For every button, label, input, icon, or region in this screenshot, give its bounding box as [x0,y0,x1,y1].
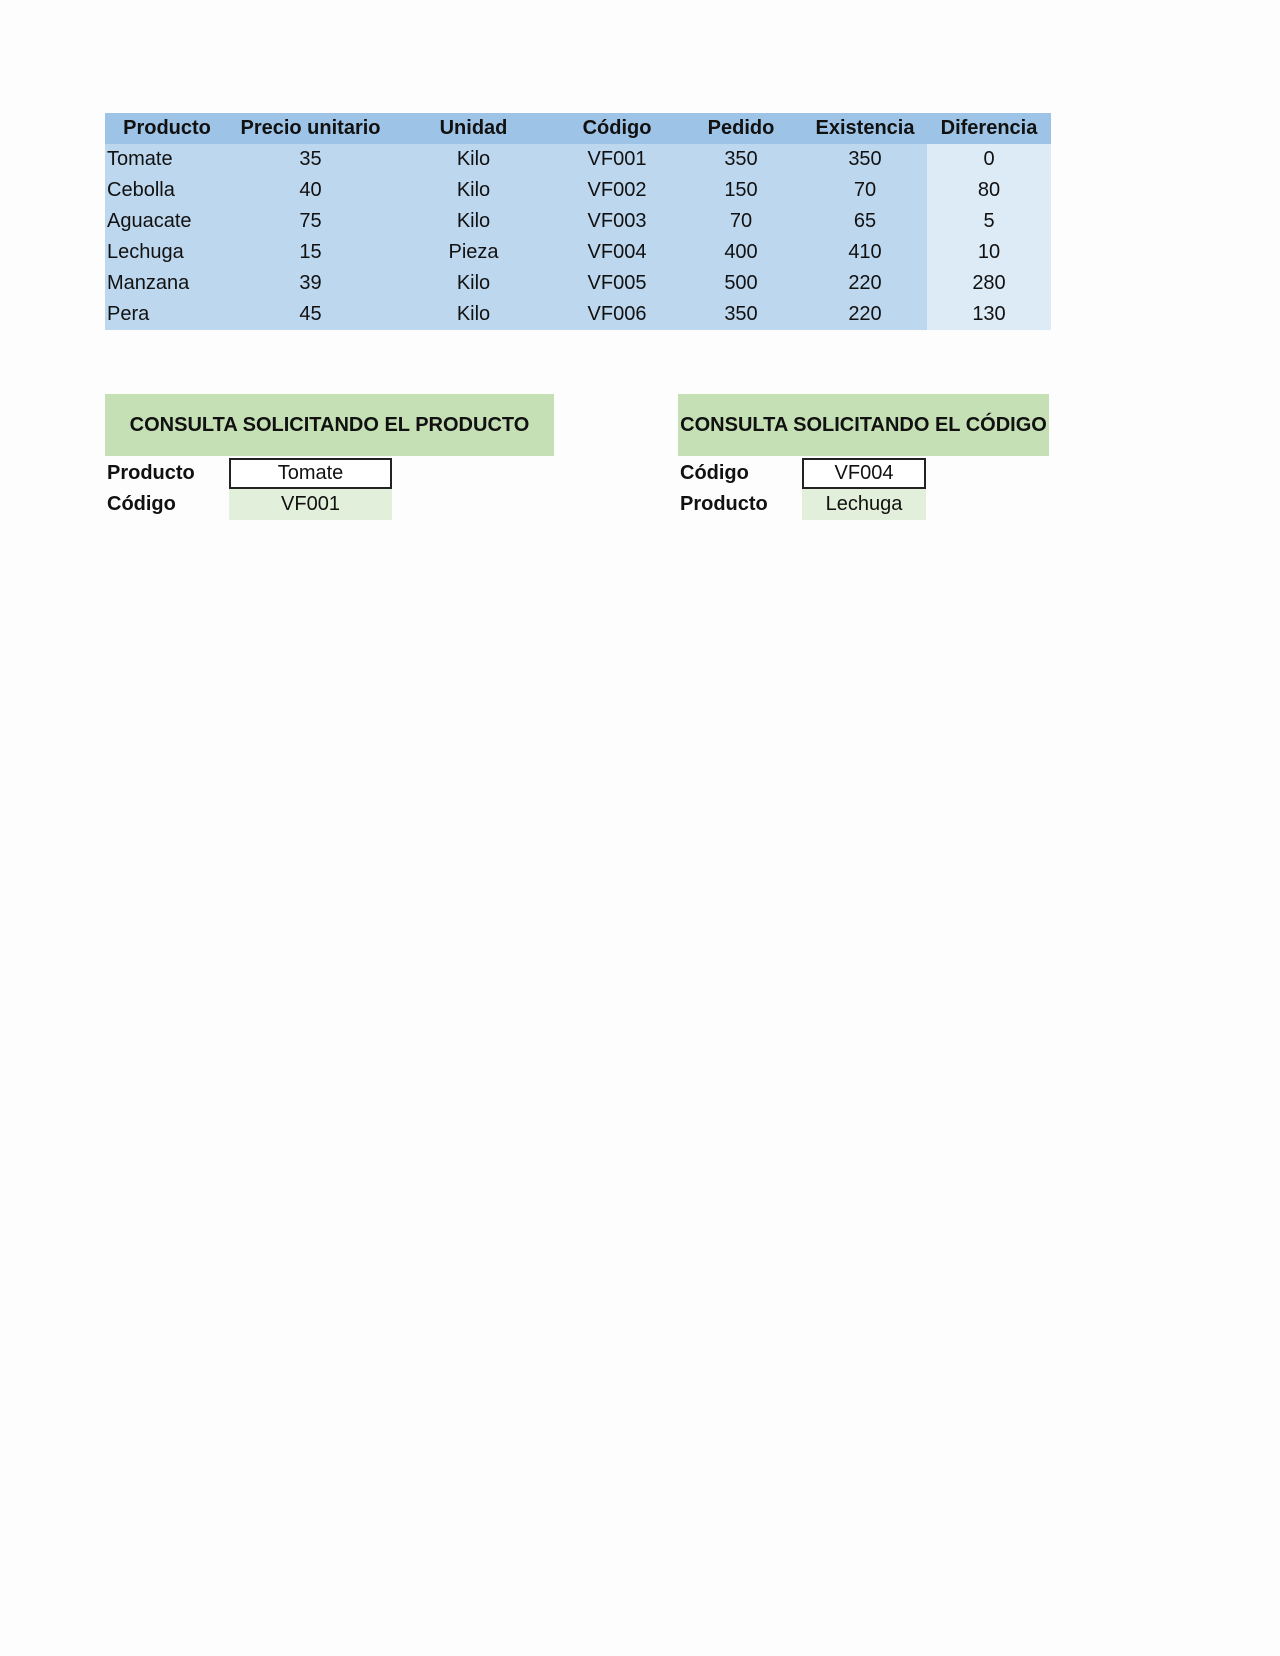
lookup-product-input[interactable]: Tomate [229,458,392,489]
table-row [105,206,1051,237]
cell-diferencia[interactable]: 5 [927,206,1051,237]
lookup-by-code-input-row [678,458,1049,489]
cell-pedido[interactable]: 350 [679,299,803,330]
cell-unidad[interactable]: Kilo [392,299,555,330]
cell-codigo[interactable]: VF003 [555,206,679,237]
header-diferencia[interactable]: Diferencia [927,113,1051,144]
lookup-code-result-label: Código [107,493,176,515]
lookup-by-code-panel [678,394,1049,520]
table-row [105,144,1051,175]
cell-producto[interactable]: Pera [105,299,229,330]
cell-existencia[interactable]: 70 [803,175,927,206]
table-row [105,175,1051,206]
table-row [105,299,1051,330]
table-row [105,268,1051,299]
cell-codigo[interactable]: VF004 [555,237,679,268]
cell-precio[interactable]: 40 [229,175,392,206]
cell-existencia[interactable]: 410 [803,237,927,268]
cell-precio[interactable]: 75 [229,206,392,237]
cell-pedido[interactable]: 400 [679,237,803,268]
lookup-by-code-result-row [678,489,1049,520]
cell-unidad[interactable]: Kilo [392,268,555,299]
header-precio-unitario[interactable]: Precio unitario [229,113,392,144]
lookup-by-product-result-row [105,489,554,520]
cell-existencia[interactable]: 220 [803,268,927,299]
header-unidad[interactable]: Unidad [392,113,555,144]
table-header-row [105,113,1051,144]
cell-codigo[interactable]: VF005 [555,268,679,299]
cell-codigo[interactable]: VF001 [555,144,679,175]
cell-existencia[interactable]: 65 [803,206,927,237]
cell-precio[interactable]: 15 [229,237,392,268]
lookup-by-product-title: CONSULTA SOLICITANDO EL PRODUCTO [105,394,554,456]
cell-existencia[interactable]: 350 [803,144,927,175]
lookup-by-product-input-row [105,458,554,489]
lookup-code-input[interactable]: VF004 [802,458,926,489]
cell-codigo[interactable]: VF006 [555,299,679,330]
lookup-code-label: Código [680,462,749,484]
lookup-product-result-value[interactable]: Lechuga [802,489,926,520]
lookup-by-product-panel [105,394,554,520]
lookup-product-result-label: Producto [680,493,768,515]
cell-unidad[interactable]: Kilo [392,144,555,175]
cell-pedido[interactable]: 150 [679,175,803,206]
cell-diferencia[interactable]: 0 [927,144,1051,175]
cell-codigo[interactable]: VF002 [555,175,679,206]
lookup-product-label: Producto [107,462,195,484]
cell-diferencia[interactable]: 280 [927,268,1051,299]
lookup-code-result-value[interactable]: VF001 [229,489,392,520]
cell-producto[interactable]: Aguacate [105,206,229,237]
cell-producto[interactable]: Manzana [105,268,229,299]
cell-precio[interactable]: 35 [229,144,392,175]
header-codigo[interactable]: Código [555,113,679,144]
header-producto[interactable]: Producto [105,113,229,144]
cell-diferencia[interactable]: 10 [927,237,1051,268]
cell-unidad[interactable]: Kilo [392,175,555,206]
cell-producto[interactable]: Cebolla [105,175,229,206]
cell-producto[interactable]: Tomate [105,144,229,175]
lookup-by-code-title: CONSULTA SOLICITANDO EL CÓDIGO [678,394,1049,456]
cell-diferencia[interactable]: 130 [927,299,1051,330]
cell-pedido[interactable]: 350 [679,144,803,175]
cell-pedido[interactable]: 500 [679,268,803,299]
header-existencia[interactable]: Existencia [803,113,927,144]
cell-precio[interactable]: 45 [229,299,392,330]
cell-precio[interactable]: 39 [229,268,392,299]
cell-diferencia[interactable]: 80 [927,175,1051,206]
cell-pedido[interactable]: 70 [679,206,803,237]
header-pedido[interactable]: Pedido [679,113,803,144]
table-row [105,237,1051,268]
cell-unidad[interactable]: Pieza [392,237,555,268]
cell-producto[interactable]: Lechuga [105,237,229,268]
cell-existencia[interactable]: 220 [803,299,927,330]
inventory-table [105,113,1051,330]
cell-unidad[interactable]: Kilo [392,206,555,237]
